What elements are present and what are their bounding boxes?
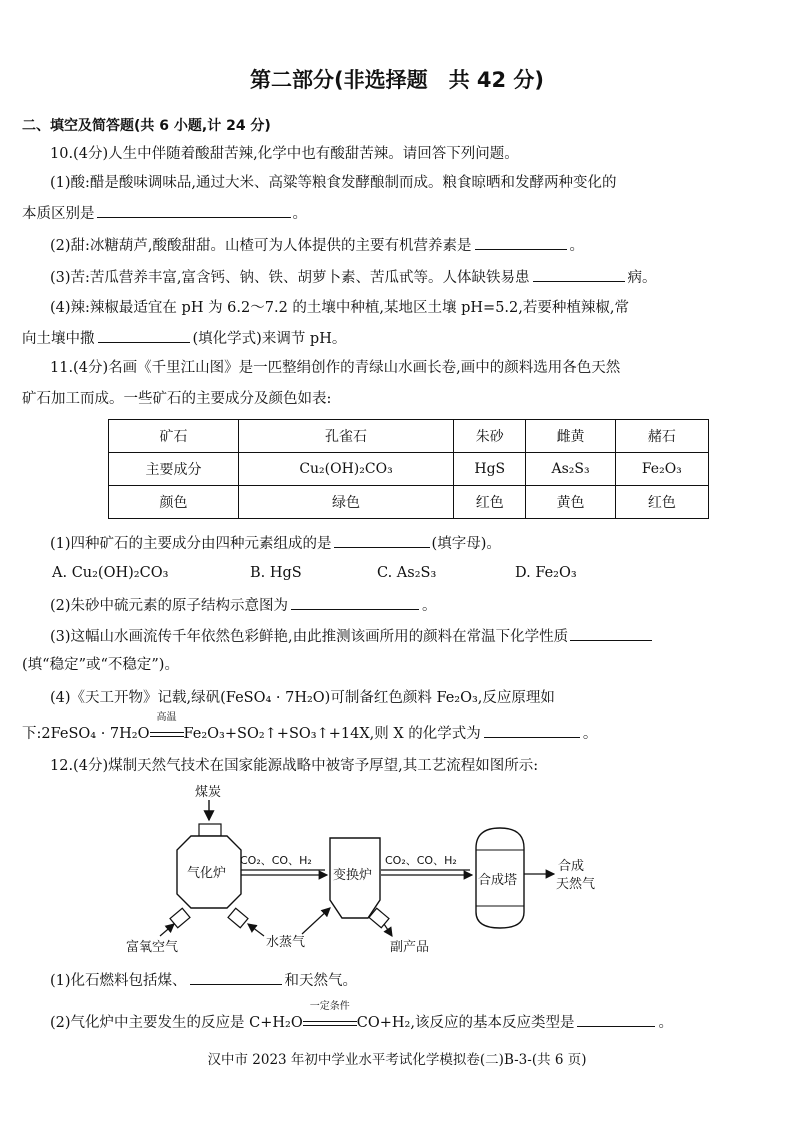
q10-part1-text: (1)酸:醋是酸味调味品,通过大米、高粱等粮食发酵酿制而成。粮食晾晒和发酵两种变化的 — [50, 175, 617, 191]
flow-arrow — [302, 908, 330, 934]
table-cell: 红色 — [454, 486, 526, 519]
q11-stem: 11.(4分)名画《千里江山图》是一匹整绢创作的青绿山水画长卷,画中的颜料选用各色天然 — [50, 360, 621, 376]
option-b[interactable]: B. HgS — [250, 565, 302, 581]
q11-part3: (3)这幅山水画流传千年依然色彩鲜艳,由此推测该画所用的颜料在常温下化学性质 — [50, 626, 654, 647]
table-cell: 赭石 — [615, 420, 708, 453]
table-cell: 矿石 — [109, 420, 239, 453]
answer-blank[interactable] — [475, 235, 567, 250]
q12-stem: 12.(4分)煤制天然气技术在国家能源战略中被寄予厚望,其工艺流程如图所示: — [50, 758, 539, 774]
synthesis-label: 合成塔 — [478, 873, 518, 888]
reaction-condition: 高温 — [150, 724, 184, 744]
byproduct-label: 副产品 — [390, 940, 430, 955]
flow-arrow — [160, 924, 174, 936]
gas-label-2: CO₂、CO、H₂ — [385, 854, 457, 867]
q10-part1-line2: 本质区别是 。 — [22, 203, 307, 224]
q11-part4-equation: 下:2FeSO₄ · 7H₂O 高温 Fe₂O₃+SO₂↑+SO₃↑+14X,则 X 的化学式为 。 — [22, 712, 598, 742]
table-cell: 红色 — [615, 486, 708, 519]
table-row — [109, 486, 709, 519]
gas-label-1: CO₂、CO、H₂ — [240, 854, 312, 867]
option-c[interactable]: C. As₂S₃ — [377, 565, 437, 581]
table-cell: Cu₂(OH)₂CO₃ — [238, 453, 453, 486]
product-label: 合成 — [558, 859, 585, 874]
table-cell: As₂S₃ — [526, 453, 615, 486]
page-title: 第二部分(非选择题 共 42 分) — [249, 68, 545, 92]
flow-arrow — [384, 924, 392, 936]
process-flow-diagram — [0, 778, 794, 958]
page-footer: 汉中市 2023 年初中学业水平考试化学模拟卷(二)B-3-(共 6 页) — [207, 1052, 587, 1068]
table-row — [109, 453, 709, 486]
table-cell: 绿色 — [238, 486, 453, 519]
table-cell: 朱砂 — [454, 420, 526, 453]
answer-blank[interactable] — [98, 328, 190, 343]
q10-part4-text: (4)辣:辣椒最适宜在 pH 为 6.2～7.2 的土壤中种植,某地区土壤 pH=5.2,若要种植辣椒,常 — [50, 300, 629, 316]
q11-part3-line2: (填“稳定”或“不稳定”)。 — [22, 657, 179, 673]
reaction-condition: 一定条件 — [303, 1013, 357, 1033]
q11-part2: (2)朱砂中硫元素的原子结构示意图为 。 — [50, 595, 437, 616]
answer-blank[interactable] — [484, 723, 580, 738]
mineral-table — [108, 419, 709, 519]
section-heading: 二、填空及简答题(共 6 小题,计 24 分) — [22, 118, 271, 134]
q11-stem-line2: 矿石加工而成。一些矿石的主要成分及颜色如表: — [22, 391, 332, 407]
answer-blank[interactable] — [334, 533, 430, 548]
answer-blank[interactable] — [577, 1012, 655, 1027]
table-cell: 颜色 — [109, 486, 239, 519]
table-cell: 主要成分 — [109, 453, 239, 486]
answer-blank[interactable] — [570, 626, 652, 641]
gasifier-label: 气化炉 — [187, 866, 227, 881]
table-cell: 孔雀石 — [238, 420, 453, 453]
table-cell: Fe₂O₃ — [615, 453, 708, 486]
q10-part2: (2)甜:冰糖葫芦,酸酸甜甜。山楂可为人体提供的主要有机营养素是 。 — [50, 235, 584, 256]
q10-stem: 10.(4分)人生中伴随着酸甜苦辣,化学中也有酸甜苦辣。请回答下列问题。 — [50, 146, 519, 162]
q11-part4-text: (4)《天工开物》记载,绿矾(FeSO₄ · 7H₂O)可制备红色颜料 Fe₂O₃,反应原理如 — [50, 690, 555, 706]
q11-part1: (1)四种矿石的主要成分由四种元素组成的是 (填字母)。 — [50, 533, 501, 554]
option-d[interactable]: D. Fe₂O₃ — [515, 565, 577, 581]
air-label: 富氧空气 — [126, 940, 179, 955]
q10-part3: (3)苦:苦瓜营养丰富,富含钙、钠、铁、胡萝卜素、苦瓜甙等。人体缺铁易患 病。 — [50, 267, 657, 288]
table-cell: 雌黄 — [526, 420, 615, 453]
answer-blank[interactable] — [190, 970, 282, 985]
q12-part2: (2)气化炉中主要发生的反应是 C+H₂O 一定条件 CO+H₂,该反应的基本反应类型是 。 — [50, 1001, 673, 1031]
coal-label: 煤炭 — [195, 785, 222, 800]
q10-part4-line2: 向土壤中撒 (填化学式)来调节 pH。 — [22, 328, 346, 349]
table-row — [109, 420, 709, 453]
answer-blank[interactable] — [291, 595, 419, 610]
flow-arrow — [248, 924, 264, 936]
answer-blank[interactable] — [97, 203, 291, 218]
steam-label: 水蒸气 — [266, 935, 306, 950]
table-cell: 黄色 — [526, 486, 615, 519]
table-cell: HgS — [454, 453, 526, 486]
option-a[interactable]: A. Cu₂(OH)₂CO₃ — [52, 565, 169, 581]
product-label: 天然气 — [556, 877, 596, 892]
answer-blank[interactable] — [533, 267, 625, 282]
q12-part1: (1)化石燃料包括煤、 和天然气。 — [50, 970, 357, 991]
shift-label: 变换炉 — [333, 868, 373, 883]
